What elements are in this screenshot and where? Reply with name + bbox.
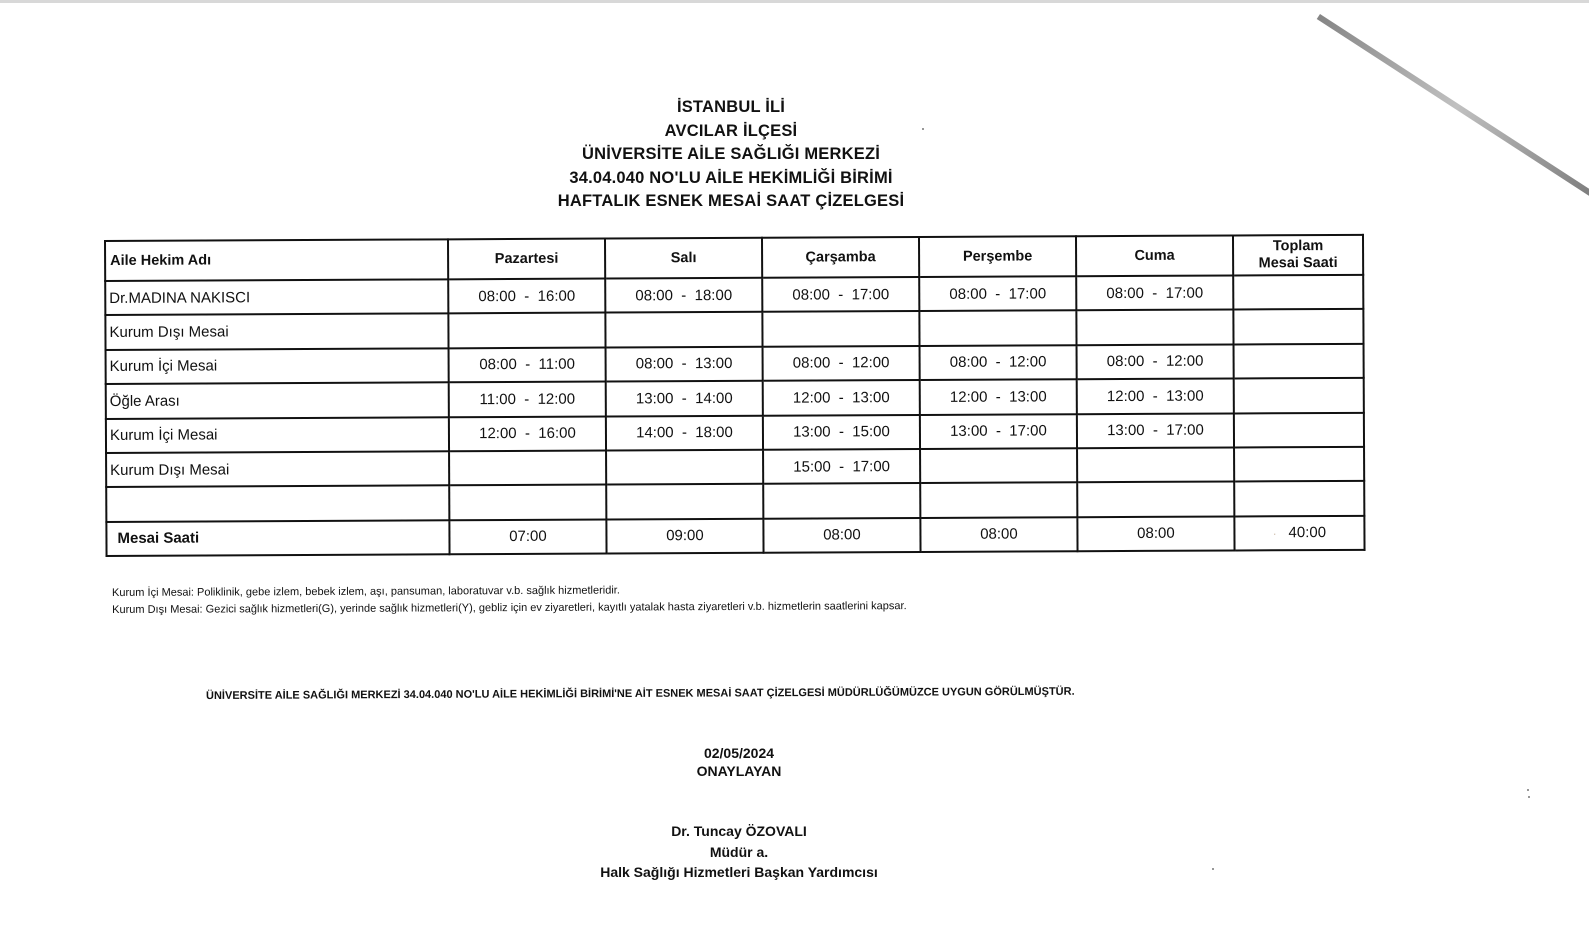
table-cell: 08:00 - 12:00 [920,345,1077,380]
approval-date-block [0,744,1478,780]
table-cell: 13:00 - 15:00 [763,415,920,450]
signatory-name: Dr. Tuncay ÖZOVALI [671,823,807,839]
table-cell-total [1233,275,1363,310]
table-cell: 14:00 - 18:00 [606,415,763,450]
header-district: AVCILAR İLÇESİ [664,121,798,140]
table-cell [605,312,762,347]
table-cell: 08:00 - 17:00 [762,277,919,312]
table-cell-total [1233,309,1363,344]
row-label: Öğle Arası [106,382,449,418]
table-cell: 12:00 - 13:00 [920,379,1077,414]
table-cell-total [1234,447,1364,482]
table-cell [1077,482,1234,517]
table-cell [606,450,763,485]
total-header-line2: Mesai Saati [1258,254,1338,272]
table-cell-total [1234,378,1364,413]
footnote-internal-hours: Kurum İçi Mesai: Poliklinik, gebe izlem, bebek izlem, aşı, pansuman, laboratuvar v.b. sağlık hizmetleridir. [112,584,620,599]
table-cell: 12:00 - 13:00 [1077,379,1234,414]
table-header-row [105,235,1363,281]
table-cell: 13:00 - 17:00 [1077,413,1234,448]
column-header-physician: Aile Hekim Adı [105,239,448,281]
table-cell: 08:00 - 12:00 [1077,344,1234,379]
summary-label: Mesai Saati [106,520,449,556]
summary-total-cell [1234,516,1364,551]
weekly-schedule-table [104,234,1366,557]
approver-title: ONAYLAYAN [696,763,782,779]
column-header-tuesday: Salı [605,238,762,279]
table-cell: 11:00 - 12:00 [449,382,606,417]
table-cell: 13:00 - 14:00 [606,381,763,416]
table-cell: 08:00 - 17:00 [1076,275,1233,310]
summary-cell: 08:00 [920,517,1077,552]
table-cell [1076,310,1233,345]
table-cell [1077,447,1234,482]
summary-cell: 08:00 [1077,516,1234,551]
column-header-thursday: Perşembe [919,236,1076,277]
header-health-center: ÜNİVERSİTE AİLE SAĞLIĞI MERKEZİ [581,145,881,164]
scan-top-edge [0,0,1589,3]
table-cell: 08:00 - 13:00 [606,347,763,382]
table-cell: 13:00 - 17:00 [920,414,1077,449]
table-cell-total [1234,412,1364,447]
table-cell [762,311,919,346]
table-cell [606,484,763,519]
row-label: Dr.MADINA NAKISCI [105,279,448,315]
table-cell: 08:00 - 11:00 [449,347,606,382]
table-cell: 08:00 - 12:00 [763,346,920,381]
row-label [106,486,449,522]
signature-block [0,821,1478,883]
summary-cell: 07:00 [449,519,606,554]
footnotes [112,581,907,619]
column-header-monday: Pazartesi [448,239,605,280]
table-cell: 12:00 - 13:00 [763,380,920,415]
table-cell: 08:00 - 18:00 [605,278,762,313]
column-header-total-hours [1233,235,1363,276]
column-header-wednesday: Çarşamba [762,237,919,278]
header-document-title: HAFTALIK ESNEK MESAİ SAAT ÇİZELGESİ [557,192,905,211]
row-label: Kurum İçi Mesai [106,417,449,453]
table-cell [448,313,605,348]
summary-total-value: 40:00 [1288,524,1327,542]
signatory-position: Halk Sağlığı Hizmetleri Başkan Yardımcısı [600,864,878,880]
summary-cell: 08:00 [763,518,920,553]
table-cell: 08:00 - 16:00 [448,279,605,314]
column-header-friday: Cuma [1076,235,1233,276]
row-label: Kurum Dışı Mesai [105,314,448,350]
summary-row [106,516,1364,557]
table-cell [763,483,920,518]
table-cell [919,311,1076,346]
table-cell [920,448,1077,483]
table-cell: 08:00 - 17:00 [919,276,1076,311]
approval-statement: ÜNİVERSİTE AİLE SAĞLIĞI MERKEZİ 34.04.040 NO'LU AİLE HEKİMLİĞİ BİRİMİ'NE AİT ESNEK MESAİ SAAT ÇİZELGESİ MÜDÜRLÜĞÜMÜZCE UYGUN GÖRÜLMÜŞTÜR. [206,685,1075,702]
approval-date: 02/05/2024 [703,745,775,761]
row-label: Kurum İçi Mesai [106,348,449,384]
signatory-role: Müdür a. [709,843,769,860]
table-cell-total [1234,344,1364,379]
row-label: Kurum Dışı Mesai [106,451,449,487]
table-cell [449,485,606,520]
total-header-line1: Toplam [1272,238,1324,255]
table-cell: 15:00 - 17:00 [763,449,920,484]
scan-speck [1527,789,1529,791]
table-cell-total [1234,481,1364,516]
table-cell [449,451,606,486]
document-header [0,96,1462,214]
summary-cell: 09:00 [606,519,763,554]
scan-speck [1528,796,1530,798]
header-unit: 34.04.040 NO'LU AİLE HEKİMLİĞİ BİRİMİ [569,168,893,187]
header-province: İSTANBUL İLİ [676,98,786,116]
table-cell [920,483,1077,518]
faint-ink-mark: · [1272,528,1277,541]
footnote-external-hours: Kurum Dışı Mesai: Gezici sağlık hizmetleri(G), yerinde sağlık hizmetleri(Y), gebliz için ev ziyaretleri, kayıtlı yatalak hasta ziyaretleri v.b. hizmetlerin saatlerini kapsar. [112,600,907,616]
table-cell: 12:00 - 16:00 [449,416,606,451]
